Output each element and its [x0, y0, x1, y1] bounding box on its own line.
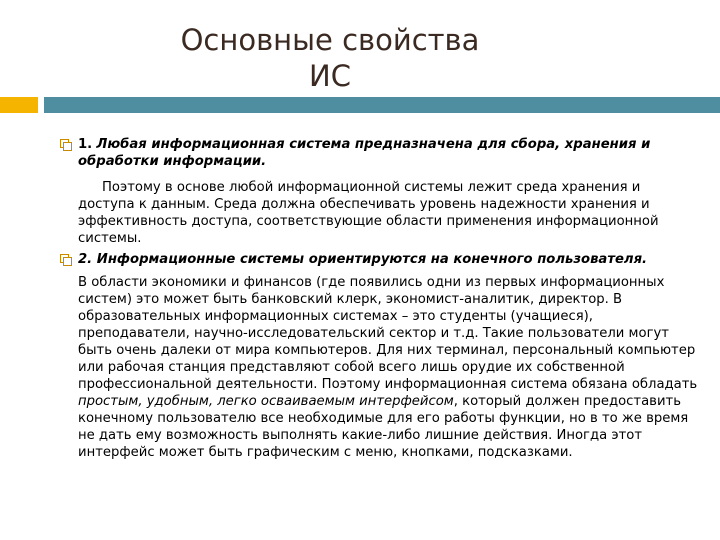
- header-band: [44, 97, 720, 113]
- point2-body-part1: В области экономики и финансов (где появились одни из первых информационных систем) это может быть банковский клерк, экономист-аналитик, директор. В образовательных информационных системах – это студенты (учащиеся), преподаватели, научно-исследовательский сектор и т.д. Такие пользователи могут быть очень далеки от мира компьютеров. Для них терминал, персональный компьютер или рабочая станция представляют собой всего лишь орудие их собственной профессиональной деятельности. Поэтому информационная система обязана обладать: [78, 275, 698, 392]
- point2-body: [78, 274, 698, 461]
- point1-body: Поэтому в основе любой информационной системы лежит среда хранения и доступа к данным. Среда должна обеспечивать уровень надежности хранения и эффективность доступа, соответствующие области применения информационной системы.: [78, 180, 659, 246]
- slide-title-line2: ИС: [309, 59, 351, 93]
- bullet-point-2: [58, 251, 698, 268]
- point2-body-emphasis: простым, удобным, легко осваиваемым интерфейсом: [78, 394, 454, 409]
- point2-body-part2: , который должен предоставить конечному пользователю все необходимые для его работы функции, но в то же время не дать ему возможность выполнять какие-либо лишние действия. Иногда этот интерфейс может быть графическим с меню, кнопками, подсказками.: [78, 394, 689, 460]
- point1-number: 1.: [78, 137, 93, 152]
- accent-bar: [0, 97, 38, 113]
- slide-content: [58, 130, 698, 461]
- point2-heading: 2. Информационные системы ориентируются на конечного пользователя.: [78, 252, 648, 267]
- point1-heading: Любая информационная система предназначена для сбора, хранения и обработки информации.: [78, 137, 651, 169]
- square-bullet-icon: [60, 139, 70, 149]
- square-bullet-icon: [60, 254, 70, 264]
- slide-title: [150, 22, 510, 94]
- bullet-point-1: [58, 136, 698, 170]
- slide-title-line1: Основные свойства: [180, 23, 480, 57]
